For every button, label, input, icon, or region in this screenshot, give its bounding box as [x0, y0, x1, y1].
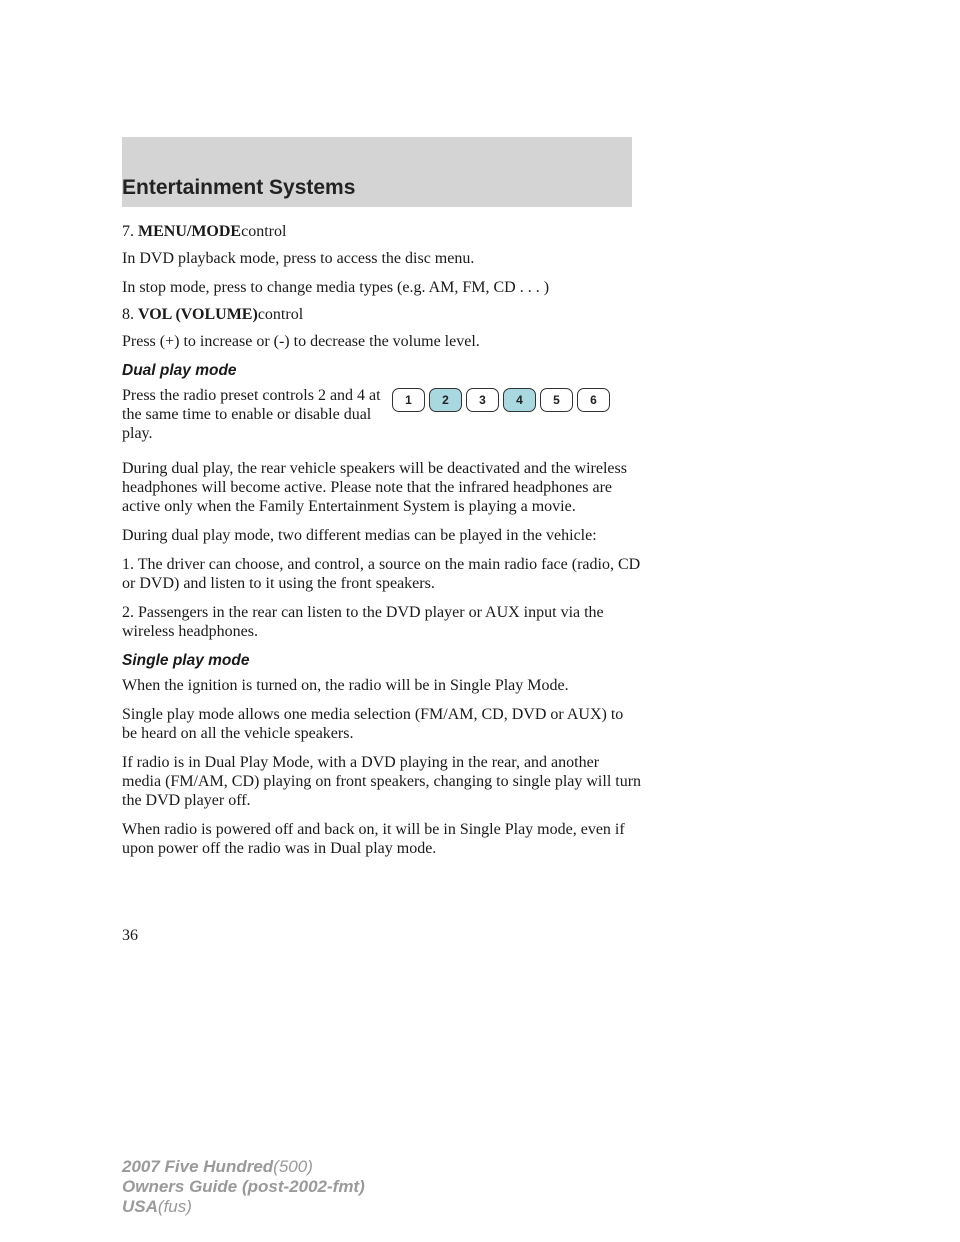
single-play-paragraph-2: Single play mode allows one media selection (FM/AM, CD, DVD or AUX) to be heard on all the vehicle speakers.: [122, 706, 624, 742]
item-8-suffix: control: [257, 306, 304, 323]
preset-button-6: 6: [577, 388, 610, 412]
preset-button-5: 5: [540, 388, 573, 412]
item-8-label: VOL (VOLUME): [138, 306, 258, 323]
footer-line-2: [122, 1177, 365, 1197]
single-play-paragraph-3: If radio is in Dual Play Mode, with a DVD playing in the rear, and another media (FM/AM, CD) playing on front speakers, changing to single play will turn the DVD player off.: [122, 754, 642, 809]
item-8: [122, 305, 642, 324]
item-7-label: MENU/MODE: [138, 223, 242, 240]
page-number: 36: [122, 927, 138, 944]
footer-model-code: (500): [273, 1157, 313, 1176]
single-play-heading: Single play mode: [122, 652, 250, 669]
dual-play-heading: Dual play mode: [122, 362, 237, 379]
footer-guide: Owners Guide (post-2002-fmt): [122, 1177, 365, 1196]
item-7-number: 7.: [122, 223, 134, 240]
dual-play-paragraph-3: 1. The driver can choose, and control, a source on the main radio face (radio, CD or DVD) and listen to it using the front speakers.: [122, 556, 641, 592]
preset-button-3: 3: [466, 388, 499, 412]
radio-preset-strip: [392, 388, 632, 414]
item-7: [122, 222, 642, 241]
dual-play-intro-row: [122, 386, 642, 449]
single-play-paragraph-4: When radio is powered off and back on, it will be in Single Play mode, even if upon power off the radio was in Dual play mode.: [122, 821, 625, 857]
item-7-line-2: In stop mode, press to change media types (e.g. AM, FM, CD . . . ): [122, 279, 550, 296]
page-content: [122, 222, 642, 868]
preset-button-4: 4: [503, 388, 536, 412]
footer-imprint: [122, 1157, 365, 1217]
preset-button-1: 1: [392, 388, 425, 412]
section-title: Entertainment Systems: [122, 176, 356, 199]
footer-line-3: [122, 1197, 365, 1217]
footer-market: USA: [122, 1197, 158, 1216]
dual-play-paragraph-2: During dual play mode, two different medias can be played in the vehicle:: [122, 527, 597, 544]
item-8-line: Press (+) to increase or (-) to decrease the volume level.: [122, 333, 480, 350]
footer-line-1: [122, 1157, 365, 1177]
item-8-number: 8.: [122, 306, 134, 323]
footer-model: 2007 Five Hundred: [122, 1157, 274, 1176]
single-play-paragraph-1: When the ignition is turned on, the radio will be in Single Play Mode.: [122, 677, 569, 694]
item-7-suffix: control: [241, 223, 287, 240]
dual-play-intro: Press the radio preset controls 2 and 4 at the same time to enable or disable dual play.: [122, 387, 381, 442]
footer-market-code: (fus): [157, 1197, 192, 1216]
item-7-line-1: In DVD playback mode, press to access the disc menu.: [122, 250, 475, 267]
dual-play-paragraph-4: 2. Passengers in the rear can listen to the DVD player or AUX input via the wireless headphones.: [122, 604, 604, 640]
dual-play-paragraph-1: During dual play, the rear vehicle speakers will be deactivated and the wireless headphones will become active. Please note that the infrared headphones are active only when the Family Entertainment System is playing a movie.: [122, 460, 627, 515]
preset-button-2: 2: [429, 388, 462, 412]
